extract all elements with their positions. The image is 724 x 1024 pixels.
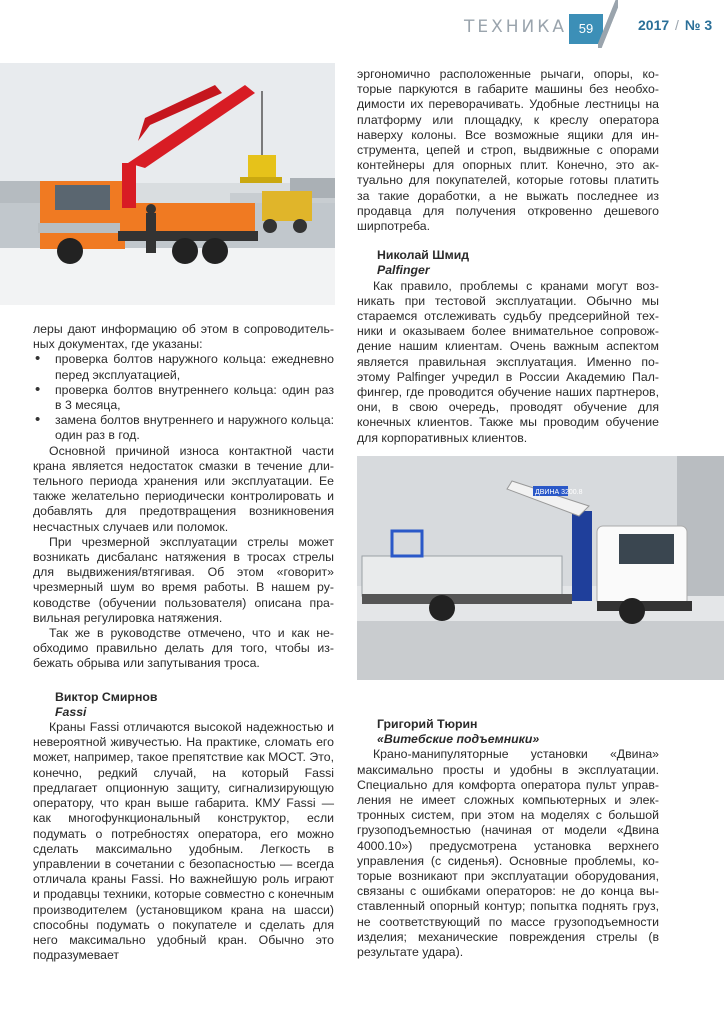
author-company: Palfinger bbox=[377, 263, 430, 278]
author-name: Григорий Тюрин bbox=[377, 717, 478, 731]
bullet-list bbox=[33, 352, 334, 443]
right-column-bottom bbox=[357, 717, 659, 960]
paragraph: Краны Fassi отличаются высокой надежностью и невероятной живучестью. На практике, сломать его может, например, такое препятствие как МОСТ. Это, конечно, редкий случай, на который Fassi предлагает опционную защиту, сигнализирующую оператору, что кран выше габарита. КМУ Fassi — как многофункциональный конструктор, если подумать о потребностях оператора, его можно сделать максимально удобным. Легкость в управлении в сочетании с безопасностью — всегда отличала краны Fassi. Но важнейшую роль играют и продавцы техники, которые совместно с конечным производителем (установщиком крана на шасси) способны подумать о покупателе и сделать для него максимально удобный кран. Обычно это подразумевает bbox=[33, 720, 334, 963]
list-item: • замена болтов внутреннего и наружного кольца: один раз в год. bbox=[33, 413, 334, 443]
paragraph: Как правило, проблемы с кранами могут возникать при тестовой эксплуатации. Обычно мы стараемся отслеживать судьбу предсерийной техники и оказываем более внимательное сопровождение нашим клиентам. Очень важным аспектом является правильная эксплуатация. Именно поэтому Palfinger учредил в России Академию Палфингер, где проводится обучение наших партнеров, они, в свою очередь, проводят обучение для конечных клиентов. Также мы проводим обучение для корпоративных клиентов. bbox=[357, 278, 659, 445]
photo-dvina-crane bbox=[357, 456, 724, 680]
author-company: Fassi bbox=[55, 704, 87, 719]
section-title: ТЕХНИКА bbox=[464, 17, 567, 37]
author-name: Николай Шмид bbox=[377, 248, 470, 263]
photo-crane-truck bbox=[0, 63, 335, 305]
author-name: Виктор Смирнов bbox=[55, 689, 158, 704]
paragraph: При чрезмерной эксплуатации стрелы может возникать дисбаланс натяжения в тросах стрелы для выдвижения/втягивая. Об этом «говорит» чрезмерный шум во время работы. В нашем руководстве (обучении пользователя) описана правильная регулировка натяжения. bbox=[33, 534, 334, 625]
page-header bbox=[0, 0, 724, 48]
paragraph: Так же в руководстве отмечено, что и как необходимо правильно делать для того, чтобы избежать обрыва или запутывания троса. bbox=[33, 626, 334, 671]
paragraph: Крано-манипуляторные установки «Двина» максимально просты и удобны в эксплуатации. Специально для комфорта оператора пульт управления не имеет сложных компьютерных и электронных систем, при этом на моделях с большой грузоподъемностью (начиная от модели «Двина 4000.10») предусмотрена установка верхнего управления (с сиденья). Основные проблемы, которые возникают при эксплуатации оборудования, связаны с ошибками операторов: не до конца выставленный опорный контур; попытка поднять груз, не соответствующий по массе грузоподъемности изделия; механические повреждения стрелы (в результате удара). bbox=[357, 747, 659, 960]
crane-model-label: ДВИНА 3200.8 bbox=[535, 489, 583, 496]
paragraph: эргономично расположенные рычаги, опоры, которые паркуются в габарите машины без необходимости их переворачивать. Удобные лестницы на платформу или площадку, к креслу оператора наверху колоны. Все возможные ящики для инструмента, цепей и строп, выдвижные с опорами контейнеры для опорных плит. Конечно, это актуально для покупателей, которые готовы платить за такие доработки, а не выжать последнее из продавца для получения откровенно дешевого ширпотреба. bbox=[357, 67, 659, 234]
list-item: • проверка болтов наружного кольца: ежедневно перед эксплуатацией, bbox=[33, 352, 334, 382]
author-company: «Витебские подъемники» bbox=[377, 732, 540, 747]
paragraph: леры дают информацию об этом в сопроводительных документах, где указаны: bbox=[33, 322, 334, 352]
right-column-top bbox=[357, 67, 659, 446]
page-number: 59 bbox=[569, 14, 603, 44]
left-column bbox=[33, 322, 334, 963]
paragraph: Основной причиной износа контактной части крана является недостаток смазки в течение длительного периода хранения или эксплуатации. Ее также желательно периодически контролировать и добавлять для предотвращения возникновения несчастных случаев или поломок. bbox=[33, 443, 334, 534]
list-item: • проверка болтов внутреннего кольца: один раз в 3 месяца, bbox=[33, 383, 334, 413]
header-divider bbox=[598, 0, 618, 48]
issue-label: 2017 / № 3 bbox=[638, 17, 713, 33]
